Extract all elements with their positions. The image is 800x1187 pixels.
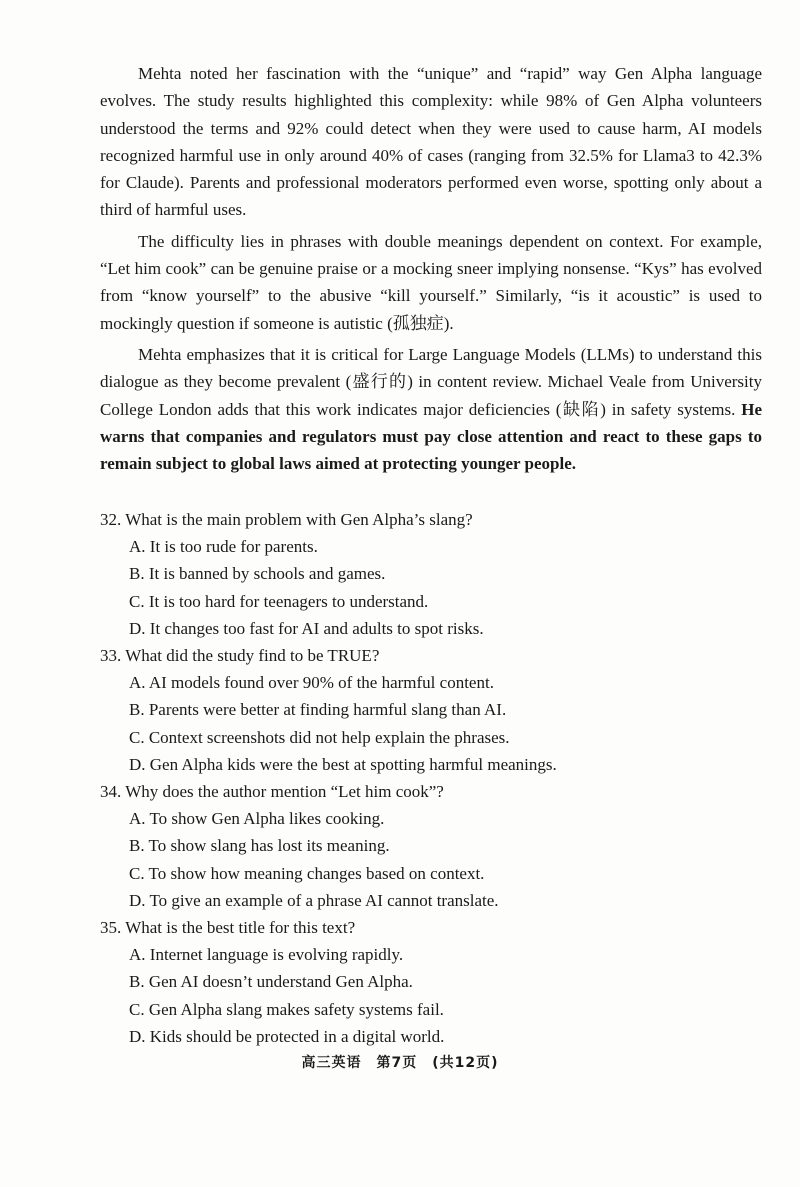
option-b: B. To show slang has lost its meaning. (129, 836, 390, 856)
question-stem: 34. Why does the author mention “Let him cook”? (100, 782, 444, 802)
question-35 (100, 914, 762, 1050)
option-d: D. Kids should be protected in a digital world. (129, 1026, 445, 1046)
option-b: B. It is banned by schools and games. (129, 564, 386, 584)
question-33 (100, 642, 762, 778)
paragraph-2: The difficulty lies in phrases with double meanings dependent on context. For example, “Let him cook” can be genuine praise or a mocking sneer implying nonsense. “Kys” has evolved from “know yourself” to the abusive “kill yourself.” Similarly, “is it acoustic” is used to mockingly question if someone is autistic (孤独症). (100, 231, 762, 333)
page-footer: 高三英语 第7页 (共12页) (301, 1055, 499, 1071)
paragraph-1: Mehta noted her fascination with the “unique” and “rapid” way Gen Alpha language evolves. The study results highlighted this complexity: while 98% of Gen Alpha volunteers understood the terms and 92% could detect when they were used to cause harm, AI models recognized harmful use in only around 40% of cases (ranging from 32.5% for Llama3 to 42.3% for Claude). Parents and professional moderators performed even worse, spotting only about a third of harmful uses. (100, 64, 762, 220)
reading-passage (100, 60, 762, 481)
question-stem: 32. What is the main problem with Gen Alpha’s slang? (100, 510, 473, 529)
option-c: C. Context screenshots did not help explain the phrases. (129, 727, 510, 747)
option-d: D. To give an example of a phrase AI cannot translate. (129, 890, 499, 910)
option-a: A. To show Gen Alpha likes cooking. (129, 809, 385, 829)
paragraph-3-bold-text: He warns that companies and regulators must pay close attention and react to these gaps to remain subject to global laws aimed at protecting younger people. (100, 399, 762, 474)
option-c: C. It is too hard for teenagers to understand. (129, 591, 429, 611)
question-stem: 33. What did the study find to be TRUE? (100, 646, 380, 666)
option-c: C. To show how meaning changes based on context. (129, 863, 485, 883)
question-list (100, 506, 762, 1050)
question-32 (100, 506, 762, 642)
question-stem: 35. What is the best title for this text? (100, 918, 356, 938)
paragraph-3-text: Mehta emphasizes that it is critical for Large Language Models (LLMs) to understand this dialogue as they become prevalent (盛行的) in content review. Michael Veale from University College London adds that this work indicates major deficiencies (缺陷) in safety systems. (100, 344, 762, 419)
option-a: A. Internet language is evolving rapidly. (129, 945, 404, 965)
option-b: B. Gen AI doesn’t understand Gen Alpha. (129, 972, 413, 992)
option-a: A. AI models found over 90% of the harmful content. (129, 673, 494, 693)
question-34 (100, 778, 762, 914)
option-c: C. Gen Alpha slang makes safety systems fail. (129, 999, 444, 1019)
option-d: D. Gen Alpha kids were the best at spotting harmful meanings. (129, 754, 557, 774)
option-a: A. It is too rude for parents. (129, 537, 318, 557)
paragraph-3 (100, 341, 762, 477)
option-b: B. Parents were better at finding harmful slang than AI. (129, 700, 507, 720)
option-d: D. It changes too fast for AI and adults to spot risks. (129, 618, 484, 638)
